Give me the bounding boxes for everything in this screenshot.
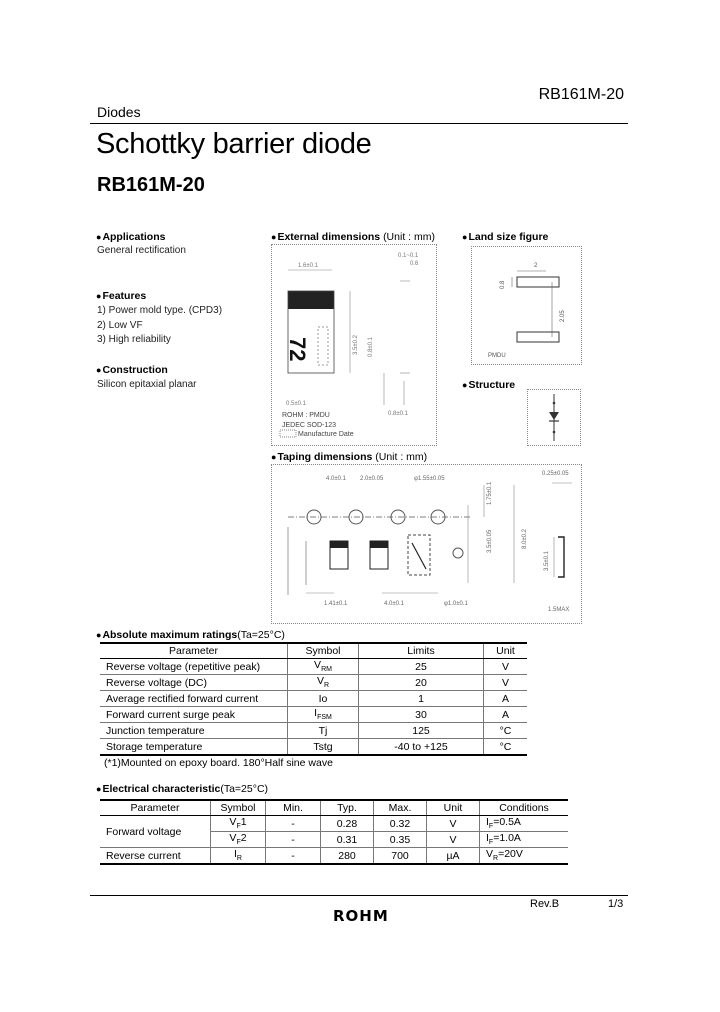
unit-cell: °C — [484, 723, 528, 739]
taping-label: 1.75±0.1 — [487, 481, 493, 505]
param-cell: Average rectified forward current — [100, 691, 288, 707]
taping-label: 1.5MAX — [548, 607, 570, 613]
page-number: 1/3 — [608, 898, 624, 910]
land-label: 0.8 — [500, 280, 506, 289]
param-cell: Forward voltage — [100, 816, 211, 848]
table-row — [100, 723, 527, 739]
limit-cell: 25 — [359, 659, 484, 675]
max-cell: 700 — [374, 848, 427, 865]
taping-heading: ●Taping dimensions (Unit : mm) — [271, 451, 428, 463]
unit-cell: °C — [484, 739, 528, 756]
bullet-icon: ● — [462, 232, 468, 242]
unit-cell: A — [484, 707, 528, 723]
structure-drawing — [527, 389, 581, 446]
bullet-icon: ● — [96, 365, 102, 375]
bullet-icon: ● — [271, 232, 277, 242]
dim-width-label: 1.6±0.1 — [298, 263, 318, 269]
applications-heading: ●Applications — [96, 231, 166, 243]
bullet-icon: ● — [96, 291, 102, 301]
symbol-cell: $V_F2$ — [211, 832, 266, 848]
page-title: Schottky barrier diode — [96, 128, 372, 160]
min-cell: - — [266, 832, 321, 848]
column-header: Parameter — [100, 800, 211, 816]
symbol-cell: $V_{RM}$ — [288, 659, 359, 675]
abs-max-heading: ●Absolute maximum ratings(Ta=25°C) — [96, 629, 285, 641]
construction-text: Silicon epitaxial planar — [97, 379, 197, 390]
feature-item: 3) High reliability — [97, 334, 171, 345]
table-header-row — [100, 800, 568, 816]
limit-cell: -40 to +125 — [359, 739, 484, 756]
max-cell: 0.32 — [374, 816, 427, 832]
elec-table — [100, 799, 568, 865]
feature-item: 1) Power mold type. (CPD3) — [97, 305, 223, 316]
symbol-cell: $I_R$ — [211, 848, 266, 865]
table-row — [100, 659, 527, 675]
ext-note: ROHM : PMDU — [282, 412, 330, 419]
table-row — [100, 707, 527, 723]
taping-label: 4.0±0.1 — [384, 601, 404, 607]
feature-item: 2) Low VF — [97, 319, 143, 331]
typ-cell: 0.28 — [321, 816, 374, 832]
symbol-cell: $I_{FSM}$ — [288, 707, 359, 723]
table-header-row — [100, 643, 527, 659]
symbol-cell: $V_R$ — [288, 675, 359, 691]
typ-cell: 280 — [321, 848, 374, 865]
limit-cell: 125 — [359, 723, 484, 739]
dim-label: 0.8±0.1 — [368, 337, 374, 357]
abs-max-footnote: (*1)Mounted on epoxy board. 180°Half sine wave — [104, 757, 333, 769]
structure-heading: ●Structure — [462, 379, 516, 391]
applications-text: General rectification — [97, 245, 186, 256]
package-marking: 72 — [285, 337, 310, 362]
taping-label: 2.0±0.05 — [360, 476, 384, 482]
bullet-icon: ● — [96, 232, 102, 242]
param-cell: Reverse voltage (DC) — [100, 675, 288, 691]
revision: Rev.B — [530, 898, 560, 910]
symbol-cell: $V_F1$ — [211, 816, 266, 832]
land-size-heading: ●Land size figure — [462, 231, 549, 243]
table-row — [100, 691, 527, 707]
footer-rule — [90, 895, 628, 896]
ext-note: Manufacture Date — [298, 431, 354, 438]
header-rule — [90, 123, 628, 124]
table-row — [100, 848, 568, 865]
land-pkg-label: PMDU — [488, 353, 506, 359]
limit-cell: 30 — [359, 707, 484, 723]
table-row — [100, 675, 527, 691]
table-row — [100, 739, 527, 756]
part-number: RB161M-20 — [97, 174, 205, 196]
bullet-icon: ● — [96, 630, 102, 640]
limit-cell: 1 — [359, 691, 484, 707]
external-dimensions-heading: ●External dimensions (Unit : mm) — [271, 231, 435, 243]
min-cell: - — [266, 816, 321, 832]
conditions-cell: $I_F=1.0A$ — [480, 832, 569, 848]
conditions-cell: $V_R=20V$ — [480, 848, 569, 865]
land-label: 2 — [534, 263, 538, 269]
symbol-cell: Tstg — [288, 739, 359, 756]
dim-label: 0.8±0.1 — [388, 411, 408, 417]
land-size-drawing — [471, 246, 582, 365]
taping-label: 3.5±0.1 — [544, 551, 550, 571]
limit-cell: 20 — [359, 675, 484, 691]
bullet-icon: ● — [271, 452, 277, 462]
typ-cell: 0.31 — [321, 832, 374, 848]
column-header: Unit — [427, 800, 480, 816]
bullet-icon: ● — [96, 784, 102, 794]
taping-drawing — [271, 464, 582, 624]
elec-heading: ●Electrical characteristic(Ta=25°C) — [96, 783, 269, 795]
dim-height-label: 3.5±0.2 — [353, 335, 359, 355]
param-cell: Junction temperature — [100, 723, 288, 739]
construction-heading: ●Construction — [96, 364, 168, 376]
features-heading: ●Features — [96, 290, 147, 302]
column-header: Min. — [266, 800, 321, 816]
param-cell: Reverse voltage (repetitive peak) — [100, 659, 288, 675]
dim-label: 0.6 — [410, 261, 419, 267]
unit-cell: V — [427, 832, 480, 848]
taping-label: 4.0±0.1 — [326, 476, 346, 482]
table-row — [100, 816, 568, 832]
external-dimensions-svg — [272, 245, 436, 445]
dim-label: 0.1~0.1 — [398, 253, 419, 259]
taping-label: 8.0±0.2 — [522, 529, 528, 549]
param-cell: Reverse current — [100, 848, 211, 865]
symbol-cell: Tj — [288, 723, 359, 739]
unit-cell: A — [484, 691, 528, 707]
external-dimensions-drawing — [271, 244, 437, 446]
column-header: Unit — [484, 643, 528, 659]
rohm-logo: ROHM — [333, 907, 389, 925]
bullet-icon: ● — [462, 380, 468, 390]
header-category: Diodes — [97, 104, 141, 120]
taping-label: 3.5±0.05 — [487, 529, 493, 553]
abs-max-table — [100, 642, 527, 756]
min-cell: - — [266, 848, 321, 865]
conditions-cell: $I_F=0.5A$ — [480, 816, 569, 832]
max-cell: 0.35 — [374, 832, 427, 848]
header-part-number: RB161M-20 — [538, 86, 624, 103]
taping-label: φ1.0±0.1 — [444, 601, 468, 607]
unit-cell: V — [427, 816, 480, 832]
dim-label: 0.5±0.1 — [286, 401, 306, 407]
ext-note: JEDEC SOD-123 — [282, 422, 337, 429]
taping-svg — [272, 465, 581, 623]
unit-cell: V — [484, 675, 528, 691]
land-label: 2.05 — [560, 310, 566, 322]
param-cell: Forward current surge peak — [100, 707, 288, 723]
symbol-cell: Io — [288, 691, 359, 707]
land-size-svg — [472, 247, 581, 364]
column-header: Symbol — [288, 643, 359, 659]
param-cell: Storage temperature — [100, 739, 288, 756]
column-header: Conditions — [480, 800, 569, 816]
column-header: Max. — [374, 800, 427, 816]
column-header: Symbol — [211, 800, 266, 816]
features-list — [97, 304, 222, 348]
taping-label: 0.25±0.05 — [542, 471, 569, 477]
taping-label: φ1.55±0.05 — [414, 476, 445, 482]
column-header: Typ. — [321, 800, 374, 816]
diode-symbol-icon — [528, 390, 580, 445]
unit-cell: V — [484, 659, 528, 675]
column-header: Limits — [359, 643, 484, 659]
column-header: Parameter — [100, 643, 288, 659]
unit-cell: µA — [427, 848, 480, 865]
taping-label: 1.41±0.1 — [324, 601, 348, 607]
